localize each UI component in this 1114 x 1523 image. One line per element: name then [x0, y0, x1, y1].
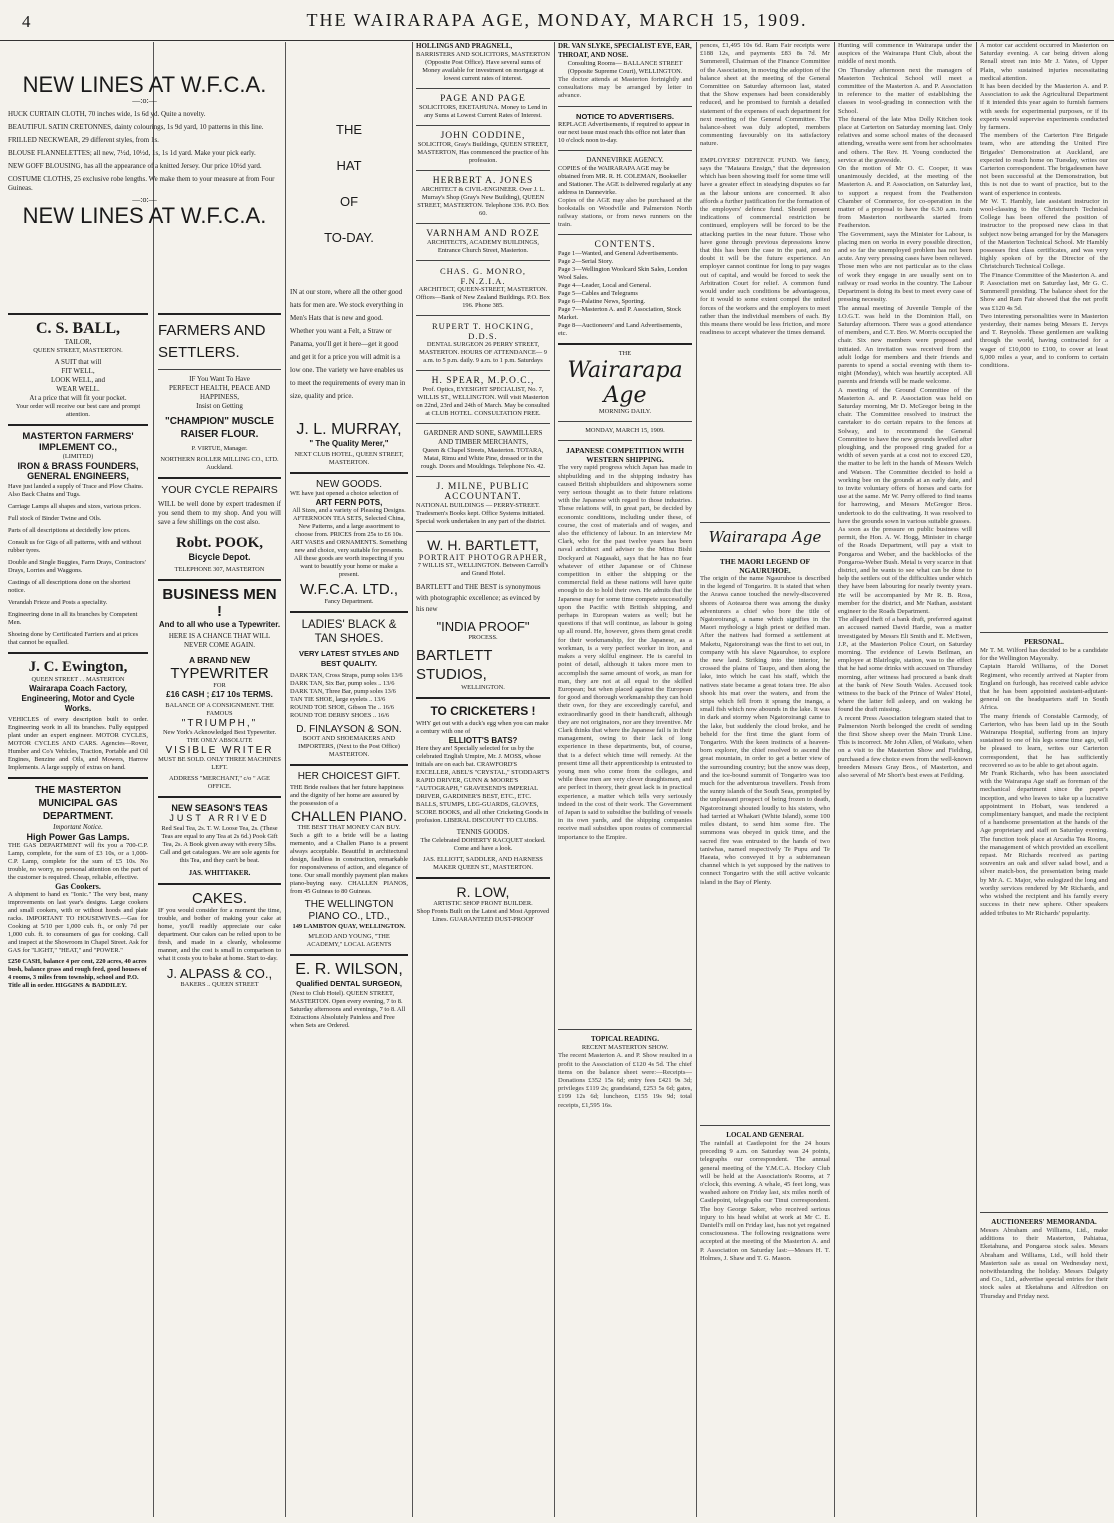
ball-line: WEAR WELL.: [56, 385, 100, 393]
gas-sub: High Power Gas Lamps.: [26, 832, 130, 842]
mfi-sub: IRON & BRASS FOUNDERS,: [17, 461, 139, 471]
shoe-item: ROUND TOE SHOE, Gibson Tie .. 16/6: [290, 704, 394, 711]
monro-text: ARCHITECT, QUEEN-STREET, MASTERTON. Offices—Bank of New Zealand Buildings. P.O. Box 196. Phone 385.: [416, 286, 550, 309]
pook-name: Robt. POOK,: [175, 535, 264, 551]
milne: J. MILNE, PUBLIC ACCOUNTANT.: [436, 482, 530, 502]
wfca-new-lines-ad: [8, 72, 281, 267]
wfca-item-list: [8, 110, 281, 193]
column-rule: [554, 42, 555, 1517]
column-rule: [976, 42, 977, 1517]
mfi-line: Castings of all descriptions done on the shortest notice.: [8, 579, 131, 594]
gas-cookers: Gas Cookers.: [55, 882, 101, 891]
northern-milling: NORTHERN ROLLER MILLING CO., LTD. Auckland.: [160, 456, 279, 471]
cricketers-heading: TO CRICKETERS !: [430, 704, 536, 718]
shoe-item: DARK TAN, Six Bar, pump soles .. 13/6: [290, 680, 395, 687]
wfca-item: FRILLED NECKWEAR, 29 different styles, from 1s.: [8, 136, 159, 144]
gardner: GARDNER AND SONE, SAWMILLERS AND TIMBER MERCHANTS,: [423, 429, 543, 446]
champion-flour: "CHAMPION" MUSCLE RAISER FLOUR.: [165, 416, 274, 440]
elliott-bats: ELLIOTT'S BATS?: [448, 736, 518, 745]
gas-notice: Important Notice.: [53, 823, 103, 831]
ladies-heading: LADIES' BLACK & TAN SHOES.: [301, 619, 397, 645]
cycle-text: WILL be well done by expert tradesmen if you send them to my shop. And you will save a few shillings on the cost also.: [158, 500, 281, 526]
teas-list: Red Seal Tea, 2s. T. W. Loose Tea, 2s. (These Teas are equal to any Tea at 2s 6d.) Pook Gift Tea, 2s. A Book given away with every 5lbs. Call and get catalogues. We are sole agents for this Tea, and they can't be beat.: [159, 825, 280, 864]
whittaker: JAS. WHITTAKER.: [188, 869, 251, 877]
mfi-line: Parts of all descriptions at decidedly low prices.: [8, 527, 131, 534]
topical-heading: TOPICAL READING.: [591, 1035, 659, 1044]
ewington-sub: Wairarapa Coach Factory, Engineering, Motor and Cycle Works.: [21, 684, 135, 713]
dannevirke-heading: DANNEVIRKE AGENCY.: [586, 155, 664, 164]
jones: HERBERT A. JONES: [432, 176, 534, 186]
ornament: —:o:—: [132, 96, 157, 105]
bartlett-text: BARTLETT and THE BEST is synonymous with photographic excellence; as evinced by his new: [416, 583, 541, 613]
varnham-text: ARCHITECTS, ACADEMY BUILDINGS, Entrance Church Street, Masterton.: [427, 239, 539, 254]
murray-name: J. L. MURRAY,: [296, 421, 402, 438]
paper-name-repeat: Wairarapa Age: [708, 528, 822, 546]
hocking: RUPERT T. HOCKING, D.D.S.: [431, 321, 535, 341]
contents-item: Page 5—Cables and Telegrams: [558, 290, 638, 298]
topical-sub: RECENT MASTERTON SHOW.: [581, 1044, 669, 1052]
local-agents: M'LEOD AND YOUNG, "THE ACADEMY," LOCAL AGENTS: [306, 933, 392, 948]
shoe-list: [290, 672, 408, 720]
wfca-item: COSTUME CLOTHS, 25 exclusive robe lengths. We make them to your measure at from Four Guineas.: [8, 175, 275, 192]
ball-trade: TAILOR,: [64, 338, 92, 346]
wilson: E. R. WILSON,: [295, 961, 403, 978]
paper-daily: MORNING DAILY.: [598, 408, 652, 416]
wfca-footer: NEW LINES AT W.F.C.A.: [22, 203, 267, 228]
gas-text-2: A shipment to hand ex "Ionic." The very best, many improvements on last year's designs. Large cookers and small cookers, with or without hoods and plate racks. IMPORTANT TO HOUSEWIVES.—Gas for Cooking at 5/10 per 1,000 cub. ft., or only 7d per 1,000 cub. ft. to consumers of gas for cooking. Call and inspect at the Showroom in Chapel Street. Ask for GAS for "LIGHT," "HEAT," and "POWER.": [8, 891, 148, 954]
column-5: DR. VAN SLYKE, SPECIALIST EYE, EAR, THROAT, AND NOSE. Consulting Rooms— BALLANCE STREET (Opposite Supreme Court), WELLINGTON. The doctor attends at Masterton fortnightly and consultations may be arranged by letter in advance. NOTICE TO ADVERTISERS. REPLACE Advertisements, if required to appear in our next issue must reach this office not later than 10 o'clock noon to-day. DANNEVIRKE AGENCY. COPIES of the WAIRARAPA AGE may be obtained from MR. R. H. COLEMAN, Bookseller and Stationer. The AGE is delivered regularly at any address in Dannevirke. Copies of the AGE may also be purchased at the bookstalls on Woodville and Palmerston North railway stations, or from news runners on the train. CONTENTS. Page 1—Wanted, and General Advertisements. Page 2—Serial Story. Page 3—Wellington Woolcard Skin Sales, London Wool Sales. Page 4—Leader, Local and General. Page 5—Cables and Telegrams Page 6—Palatine News, Sporting. Page 7—Masterton A. and P. Association, Stock Market. Page 8—Auctioneers' and Land Advertisements, etc. THE Wairarapa Age MORNING DAILY. MONDAY, MARCH 15, 1909. JAPANESE COMPETITION WITH WESTERN SHIPPING. The very rapid progress which Japan has made in shipbuilding and in the shipping industry has caused British shipbuilders and shipowners some very serious thought as to their future relations with the Japanese with regard to those industries. These relations will, in great part, be decided by economic conditions, including under these, of course, the cost of materials and of wages, and also the efficiency of labour. In an interview Mr Clark, who for the past twelve years has been naval architect and adviser to the Mitsu Bishi Dockyard at Nagasaki, says that he has no fear whatever of either Japanese or of Chinese competition in either the shipping or the commercial field as these nations will have quite enough to do to hold their own. He admits that the Japanese may for some time compete successfully upon the Pacific with British shipping, and perhaps in European waters as well; but he questions if that will continue, as labour is going up all round. He, however, gives them great credit for their workmanship, for the Japanese, as a workman, is a very perfect worker in iron, and makes a very skilful engineer. He is careful in point of detail, although it takes more men to accomplish the same amount of work, as man for man, they are not at all equal to the skilled European; but when placed against the European for good and thorough workmanship they can hold their own, for they are exceedingly careful, and extraordinarily good in their handicraft, although they are not originators, nor are they inventive. Mr Clark thinks that where the Japanese fail is in their management, owing to their lack of long experience in these departments, but, of course, that is a defect which time will remedy. At the present time all their apprenticeship is entrusted to young men who come from the colleges, and while these men are very clever draughtsmen, and are perfect in theory, their great lack is in practical experience, a matter which tells very seriously indeed in the cost of their work. The Government of Japan is said to subsidise the building of vessels in its own yards, and the shipping companies receive mail subsidies upon routes of commercial importance to the Empire. TOPICAL READING. RECENT MASTERTON SHOW. The recent Masterton A. and P. Show resulted in a profit to the Association of £120 4s 5d. The chief items on the balance sheet were:—Receipts—Donations £352 15s 6d; entry fees £421 9s 3d; privileges £119 2s; grandstand, £253 5s 6d; gates, £199 12s 6d; luncheon, £155 19s 9d; total receipts, £1,595 16s.: [558, 42, 692, 1109]
teas-arrived: JUST ARRIVED: [169, 813, 270, 823]
shoe-item: DARK TAN, Cross Straps, pump soles 13/6: [290, 672, 403, 679]
goods-heading: NEW GOODS.: [315, 479, 383, 490]
low: R. LOW,: [456, 884, 510, 900]
hocking-text: DENTAL SURGEON 26 PERRY STREET, MASTERTON. HOURS OF ATTENDANCE— 9 a.m. to 5 p.m. daily. 9 a.m. to 1 p.m. Saturdays: [419, 341, 547, 364]
typewriter-sold: MUST BE SOLD. ONLY THREE MACHINES LEFT.: [158, 756, 281, 771]
mfi-line: Verandah Frieze and Posts a speciality.: [8, 599, 108, 606]
gift-text: THE Bride realises that her future happiness and the dignity of her home are assured by the possession of a: [290, 784, 404, 807]
varnham: VARNHAM AND ROZE: [426, 229, 540, 239]
ewington-address: QUEEN STREET . . MASTERTON: [31, 676, 125, 683]
mfi-name: MASTERTON FARMERS' IMPLEMENT CO.,: [22, 431, 134, 453]
ball-line: Your order will receive our best care and prompt attention.: [15, 403, 141, 418]
cakes-heading: CAKES.: [191, 890, 248, 907]
wfca-item: BEAUTIFUL SATIN CRETONNES, dainty colourings, 1s 9d yard, 10 patterns in this line.: [8, 123, 264, 131]
column-rule: [412, 42, 413, 1517]
paper-name: Wairarapa Age: [567, 358, 683, 409]
finlayson: D. FINLAYSON & SON.: [296, 724, 402, 735]
challen-sub: THE BEST THAT MONEY CAN BUY.: [297, 824, 401, 831]
ewington-name: J. C. Ewington,: [28, 659, 128, 675]
paper-the: THE: [618, 350, 632, 358]
column-rule: [696, 42, 697, 1517]
bartlett-address: 7 WILLIS ST., WELLINGTON. Between Carroll's and Grand Hotel.: [417, 562, 549, 577]
hat-line: TO-DAY.: [324, 230, 374, 245]
hat-line: OF: [339, 194, 359, 209]
wellington-address: 149 LAMBTON QUAY, WELLINGTON.: [292, 923, 406, 930]
page-text: SOLICITORS, EKETAHUNA. Money to Lend in any Sums at Lowest Current Rates of Interest.: [418, 104, 548, 119]
column-3: [290, 42, 408, 1517]
mfi-line: Shoeing done by Certificated Farriers and at prices that cannot be equalled.: [8, 631, 139, 646]
contents-item: Page 7—Masterton A. and P. Association, Stock Market.: [558, 306, 682, 322]
mfi-line: Have just landed a supply of Trace and Plow Chains. Also Back Chains and Tugs.: [8, 483, 144, 498]
typewriter-balance: BALANCE OF A CONSIGNMENT. THE FAMOUS: [165, 702, 274, 717]
tennis-text: The Celebrated DOHERTY RACQUET stocked. Come and have a look.: [420, 837, 546, 852]
paper-date: MONDAY, MARCH 15, 1909.: [585, 427, 665, 435]
jones-text: ARCHITECT & CIVIL-ENGINEER. Over J. L. Murray's Shop (Gray's New Building), QUEEN STREET, MASTERTON. Telephone 336. P.O. Box 60.: [417, 186, 549, 217]
goods-more: All Sizes, and a variety of Pleasing Designs. AFTERNOON TEA SETS, Selected China, New Patterns, and a large assortment to choose from. PRICES from 25s to £6 10s. ART VASES and ORNAMENTS. Something new and choice, very suitable for presents. All these goods are worth inspecting if you want to beautify your home or make a present.: [290, 507, 408, 578]
teas-heading: NEW SEASON'S TEAS: [171, 803, 268, 813]
monro: CHAS. G. MONRO, F.N.Z.I.A.: [439, 266, 527, 286]
india-proof-sub: PROCESS.: [468, 634, 498, 641]
masthead: [0, 0, 1114, 41]
wilson-text: (Next to Club Hotel). QUEEN STREET, MASTERTON. Open every evening, 7 to 8. Saturday afternoons and evenings, 7 to 8. All Extractions Absolutely Painless and Free when Sets are Ordered.: [290, 990, 406, 1029]
challen: CHALLEN PIANO.: [291, 808, 407, 824]
gas-text: THE GAS DEPARTMENT will fix you a 700-C.P. Lamp, complete, for the sum of £3 10s, or a 1,000-C.P. Lamp, complete for the sum of £5 10s. No trouble, no worry, no personal attention on the part of the customer is required. Cheap, reliable, effective.: [8, 842, 148, 881]
dannevirke-text: COPIES of the WAIRARAPA AGE may be obtained from MR. R. H. COLEMAN, Bookseller and Stationer. The AGE is delivered regularly at any address in Dannevirke.: [558, 164, 692, 196]
hollings-text: BARRISTERS AND SOLICITORS, MASTERTON (Opposite Post Office). Have several sums of Money available for investment on mortgage at lowest current rates of interest.: [416, 51, 550, 82]
challen-text: Such a gift to a bride will be a lasting memento, and a Challen Piano is a present always acceptable. Beautiful in architectural design, faultless in construction, remarkable for responsiveness of action, and elegance of tone. Our small monthly payment plan makes piano-buying easy. CHALLEN PIANOS, from 45 Guineas to 80 Guineas.: [290, 832, 408, 895]
gift-heading: HER CHOICEST GIFT.: [297, 771, 401, 782]
maori-legend-body: The origin of the name Ngauruhoe is described in the legend of Tongariro. It is stated that when the Arawa canoe touched the newly-discovered shores of Aotearoa there was among the dusky adventurers a chief who bore the title of Ngatoroirangi, a name which signifies in the Maori mythology a high priest or deified man. After the natives had formed a settlement at Maketu, Ngatoroirangi was the first to set out, in company with his slave Ngauruhoe, to explore the new land. Striking into the interior, he crossed the plains of Taupo, and then along the lake, into which he cast his staff, which the natives state became a great totara tree. He also shook his mat over the waters, and from the strips which fell from it sprang the inanga, a small fish which now abounds in the lake. It was in dark and stormy when Ngatoroirangi came to the lake, but suddenly the cloud broke, and he beheld for the first time the giant form of Tongariro. With the keen instincts of a heaven-born explorer, the chief resolved to ascend the great mountain, in order to get a better view of the surrounding country; but the snow was deep, and the ice-bound summit of Tongariro was too much for the adventurous travellers. Fresh from the sunny islands of the South Seas, prompted by the unpleasant prospect of being frozen to death, Ngatoroirangi shouted loudly to his sisters, who had tarried at Whakari (White Island), some 100 miles distant, to send him some fire. The summons was obeyed in quick time, and the sacred fire was entrusted to the hands of two taniwhas, named respectively Te Pupu and Te Haeata, who conveyed it by a subterranean channel which is yet supposed by the natives to connect Tongariro with the still active volcanic island in the Bay of Plenty.: [700, 575, 830, 886]
hat-text: IN at our store, where all the other good hats for men are. We stock everything in Men's Hats that is new and good. Whether you want a Felt, a Straw or Panama, you'll get it here—get it good and get it for a price you will admit is a low one. The variety we have enables us to meet the requirements of every man in size, quality and price.: [290, 288, 406, 400]
cricket-more: Here they are! Specially selected for us by the celebrated English Umpire, Mr. J. MOSS, whose initials are on each bat. CRAWFORD'S EXCELLER, ABEL'S "CRYSTAL," STODDART'S RAPID DRIVER, GUNN & MOORE'S "AUTOGRAPH," GRAVESEND'S IMPERIAL DRIVER, GARDINER'S BEST, ETC., ETC. BALLS, STUMPS, LEG-GUARDS, GLOVES, SCORE BOOKS, and all other Cricketing Goods in profusion. LIBERAL DISCOUNT TO CLUBS.: [416, 745, 550, 824]
elliott: JAS. ELLIOTT, SADDLER, AND HARNESS MAKER QUEEN ST., MASTERTON.: [423, 856, 543, 871]
contents-heading: CONTENTS.: [594, 240, 656, 251]
ball-name: C. S. BALL,: [35, 320, 121, 337]
wfca-item: HUCK CURTAIN CLOTH, 70 inches wide, 1s 6d yd. Quite a novelty.: [8, 110, 206, 118]
contents-item: Page 8—Auctioneers' and Land Advertisements, etc.: [558, 322, 683, 338]
mfi-line: Engineering done in all its branches by Competent Men.: [8, 611, 138, 626]
wfca-heading: NEW LINES AT W.F.C.A.: [22, 72, 267, 97]
notice-text: REPLACE Advertisements, if required to appear in our next issue must reach this office not later than 10 o'clock noon to-day.: [558, 120, 690, 144]
spear: H. SPEAR, M.P.O.C.,: [431, 376, 535, 386]
hat-line: HAT: [336, 158, 362, 173]
shoe-item: DARK TAN, Three Bar, pump soles 13/6: [290, 688, 396, 695]
tennis-heading: TENNIS GOODS.: [456, 828, 510, 836]
gardner-text: Queen & Chapel Streets, Masterton. TOTARA, Matai, Rimu and White Pine, dressed or in the rough. Doors and Mouldings. Telephone No. 42.: [420, 447, 546, 470]
auctioneers-heading: AUCTIONEERS' MEMORANDA.: [991, 1218, 1097, 1226]
visible-writer: VISIBLE WRITER: [165, 745, 274, 756]
newspaper-title: THE WAIRARAPA AGE, MONDAY, MARCH 15, 1909.: [306, 10, 808, 30]
contents-item: Page 2—Serial Story.: [558, 258, 614, 266]
column-6: pences, £1,495 10s 6d. Ram Fair receipts were £188 12s, and payments £83 8s 7d. Mr Summerell, Chairman of the Finance Committee of the Association, in moving the adoption of the balance sheet at the meeting of the General Committee on Saturday afternoon last, stated that the Show expenses had been considerably reduced, and he promised to furnish a detailed statement of the expenses of each department for next meeting of the General Committee. The balance-sheet was duly adopted, members commenting favourably on its satisfactory nature. EMPLOYERS' DEFENCE FUND. We fancy, says the "Mataura Ensign," that the depression which has been showing itself for some time will have a greater effect in steadying disputes so far as the labour unions are concerned. It also affords a further justification for the formation of the employers' defence fund. Should present indications of commercial restriction be continued, employers will be forced to be the attacking parties in the near future. Those who have gone through previous depressions know that this has been the case in the past, and no doubt it will be the future experience. An employer cannot continue for long to pay wages out of capital, and would be forced to seek the Arbitration Court for relief. A common fund would under such conditions be advantageous, for it would to some extent compel the united forces of the workers and the employers to meet rather than the individual members of each. By this means there would be less friction, and more readiness to accept whatever the times demand. Wairarapa Age THE MAORI LEGEND OF NGAURUHOE. The origin of the name Ngauruhoe is described in the legend of Tongariro. It is stated that when the Arawa canoe touched the newly-discovered shores of Aotearoa there was among the dusky adventurers a chief who bore the title of Ngatoroirangi, a name which signifies in the Maori mythology a high priest or deified man. After the natives had formed a settlement at Maketu, Ngatoroirangi was the first to set out, in company with his slave Ngauruhoe, to explore the new land. Striking into the interior, he crossed the plains of Taupo, and then along the lake, into which he cast his staff, which the natives state became a great totara tree. He also shook his mat over the waters, and from the strips which fell from it sprang the inanga, a small fish which now abounds in the lake. It was in dark and stormy when Ngatoroirangi came to the lake, but suddenly the cloud broke, and he beheld for the first time the giant form of Tongariro. With the keen instincts of a heaven-born explorer, the chief resolved to ascend the great mountain, in order to get a better view of the surrounding country; but the snow was deep, and the ice-bound summit of Tongariro was too much for the adventurous travellers. Fresh from the sunny islands of the South Seas, prompted by the unpleasant prospect of being frozen to death, Ngatoroirangi shouted loudly to his sisters, who had tarried at Whakari (White Island), some 100 miles distant, to send him some fire. The summons was obeyed in quick time, and the sacred fire was entrusted to the hands of two taniwhas, named respectively Te Pupu and Te Haeata, who conveyed it by a subterranean channel which is yet supposed by the natives to connect Tongariro with the still active volcanic island in the Bay of Plenty. LOCAL AND GENERAL The rainfall at Castlepoint for the 24 hours preceding 9 a.m. on Saturday was 24 points, telegraphs our correspondent. The annual general meeting of the Y.M.C.A. Hockey Club will be held at the Association's Rooms, at 7 o'clock, this evening. A whale, 45 feet long, was washed ashore on Friday last, six miles north of Castlepoint, telegraphs our Tinui correspondent. The boy George Saker, who received serious injury to his head whilst at work at Mr C. E. Daniell's mill on Friday last, has not yet regained consciousness. The following resignations were accepted at the meeting of the Masterton A. and P. Association on Saturday last:—Messrs H. T. Holmes, J. Shaw and T. G. Mason.: [700, 42, 830, 1262]
low-sub: ARTISTIC SHOP FRONT BUILDER.: [433, 900, 533, 907]
ball-address: QUEEN STREET, MASTERTON.: [33, 347, 123, 354]
ball-line: A SUIT that will: [54, 358, 102, 366]
murray-address: NEXT CLUB HOTEL, QUEEN STREET, MASTERTON.: [294, 451, 404, 466]
health-line: IF You Want To Have: [189, 375, 250, 383]
mfi-line: Full stock of Binder Twine and Oils.: [8, 515, 102, 522]
ball-line: FIT WELL,: [61, 367, 95, 375]
ball-line: LOOK WELL, and: [50, 376, 106, 384]
article-1-body: The very rapid progress which Japan has made in shipbuilding and in the shipping industry has caused British shipbuilders and shipowners some very serious thought as to their future relations with the Japanese with regard to those industries. These relations will, in great part, be decided by economic conditions, including under these, of course, the cost of materials and of wages, and also the efficiency of labour. In an interview Mr Clark, who for the past twelve years has been naval architect and adviser to the Mitsu Bishi Dockyard at Nagasaki, says that he has no fear whatever of either Japanese or of Chinese competition in either the shipping or the commercial field as these nations will have quite enough to do to hold their own. He admits that the Japanese may for some time compete successfully upon the Pacific with British shipping, and perhaps in European waters as well; but he questions if that will continue, as labour is going up all round. He, however, gives them great credit for their workmanship, for the Japanese, as a workman, is a very perfect worker in iron, and makes a very skilful engineer. He is careful in point of detail, although it takes more men to accomplish the same amount of work, as man for man, they are not at all equal to the skilled European; but when placed against the European for good and thorough workmanship they can hold their own, for they are exceedingly careful, and extraordinarily good in their handicraft, although they are not originators, nor are they inventive. Mr Clark thinks that where the Japanese fail is in their management, owing to their lack of long experience in these departments, but, of course, that is a defect which time will remedy. At the present time all their apprenticeship is entrusted to young men who come from the colleges, and while these men are very clever draughtsmen, and are perfect in theory, their great lack is in practical experience, a matter which tells very seriously indeed in the cost of their work. The Government of Japan is said to subsidise the building of vessels in its own yards, and the shipping companies receive mail subsidies upon routes of commercial importance to the Empire.: [558, 464, 692, 841]
bartlett-studios: BARTLETT STUDIOS,: [416, 647, 493, 683]
bartlett: W. H. BARTLETT,: [427, 537, 539, 553]
article-1-heading: JAPANESE COMPETITION WITH WESTERN SHIPPING.: [565, 446, 685, 465]
column-7: Hunting will commence in Wairarapa under the auspices of the Wairarapa Hunt Club, about the middle of next month. On Thursday afternoon next the managers of Masterton Technical School will meet a committee of the Masterton A. and P. Association in reference to the matter of establishing the classes in wool-grading in connection with the School. The funeral of the late Miss Dolly Kitchen took place at Carterton on Saturday morning last. Only relatives and some school mates of the deceased attending, wreaths were sent from her schoolmates and others. The Rev. H. Young conducted the service at the graveside. On the motion of Mr O. C. Cooper, it was unanimously decided, at the meeting of the Masterton A. and P. Association, on Saturday last, to support a request from the Featherston Chamber of Commerce, for co-operation in the matter of a proposal to have the 6.30 a.m. train from Masterton northwards started from Featherston. The Government, says the Minister for Labour, is placing men on works in every possible direction, and so far the unemployed problem has not been acute. Any very pressing cases have been relieved. Those men who are not particular as to the class of work they engage in are usually sent on to railway or road works in the country. The Labour Department is doing its best to meet every case of pressing necessity. The annual meeting of Juvenile Temple of the I.O.G.T. was held in the Dominion Hall, on Saturday afternoon. There was a good attendance of members, and C.T. Bro. W. Morris occupied the chair. Six new members were proposed and initiated. An invitation was received from the adult lodge for members and their friends and parents to spend a social evening with them to-night (Monday), which was heartily accepted. All parents and friends will be made welcome. A meeting of the Ground Committee of the Masterton A. and P. Association was held on Saturday morning, Mr D. McGregor being in the chair. The Committee resolved to instruct the caretaker to do certain repairs to the fences at Solway, and to recommend the General Committee to have the new grounds levelled after ploughing, and the proposed ring graded for a width of seven yards at a cost not to exceed £20, the matter to be left in the hands of Messrs Welch and Watson. The Committee decided to hold a working bee on the grounds at an early date, and to invite voluntary offers of horses and carts for use at the same. Mr W. Perry offered to find teams for harrowing, and Messrs McGregor Bros. undertook to do the cultivating. It was resolved to have the grounds sown in various suitable grasses. As soon as the pressure on public business will permit, the Hon. A. W. Hogg, Minister in charge of the Roads Department, will pay a visit to Pongaroa and Weber, and the backblocks of the Pongaroa-Weber Bush. Metal is very scarce in that district, and he wants to see what can be done to help the settlers out of the difficulties under which they have been labouring for nearly twenty years. He will be accompanied by Mr R. B. Ross, member for the district, and Mr Nathan, assistant engineer to the Roads Department. The alleged theft of a bank draft, preferred against an accused named David Hardie, was a matter investigated by Messrs Eli Smith and E. McEwen, J.P., at the Masterton Police Court, on Saturday morning. The evidence of Lewis Beilman, an employee at Blairlogie, station, was to the effect that he had some drinks with accused on Thursday morning, after witness had procured a bank draft at the bank of New South Wales. Accused took witness to the back of the Prince of Wales' Hotel, where the latter fell asleep, and on waking he found the draft missing. A recent Press Association telegram stated that to Palmerston North belonged the credit of sending the first Show sheep over the Main Trunk Line. This is incorrect. Mr John Allen, of Waikato, when on a visit to the Masterton Show and Fielding, purchased a few choice ewes from the well-known breeders Messrs Gray Bros., of Masterton, and also several of Mr Short's best ewes at Feilding.: [838, 42, 972, 780]
farmers-heading: FARMERS AND SETTLERS.: [158, 322, 266, 361]
hollings: HOLLINGS AND PRAGNELL,: [416, 42, 513, 50]
ball-line: At a price that will fit your pocket.: [29, 394, 127, 402]
wilson-sub: Qualified DENTAL SURGEON,: [296, 979, 402, 988]
slyke: DR. VAN SLYKE, SPECIALIST EYE, EAR, THROAT, AND NOSE.: [558, 42, 692, 59]
contents-item: Page 4—Leader, Local and General.: [558, 282, 652, 290]
virtue-manager: P. VIRTUE, Manager.: [191, 445, 248, 452]
cycle-repairs-heading: YOUR CYCLE REPAIRS: [161, 484, 278, 496]
ewington-text: VEHICLES of every description built to order. Engineering work in all its branches. Fully equipped plant under an expert engineer. MOTOR CYCLES, MOTOR CYCLES AND CARS. Agencies—Rover, Humber and Co's Vehicles, Traction, Portable and Oil Engines, Benzine and Oils, and Mowers, Harrow Implements. A large supply of extras on hand.: [8, 716, 148, 771]
codd: JOHN CODDINE,: [440, 131, 526, 141]
bartlett-studios-sub: WELLINGTON.: [461, 684, 505, 691]
wellington-piano: THE WELLINGTON PIANO CO., LTD.,: [304, 899, 394, 922]
mfi-sub-2: GENERAL ENGINEERS,: [27, 471, 129, 481]
business-text: HERE IS A CHANCE THAT WILL NEVER COME AGAIN.: [168, 632, 271, 649]
mfi-line: Consult us for Gigs of all patterns, with and without rubber tyres.: [8, 539, 142, 554]
typewriter-desc: New York's Acknowledged Best Typewriter. THE ONLY ABSOLUTE: [162, 729, 277, 744]
health-line: Insist on Getting: [196, 402, 243, 410]
wfca-item: BLOUSE FLANNELETTES; all new, 7½d, 10½d, 1s, 1s 1d yard. Make your pick early.: [8, 149, 256, 157]
notice-heading: NOTICE TO ADVERTISERS.: [576, 111, 674, 121]
column-2: [158, 308, 281, 1517]
contents-item: Page 6—Palatine News, Sporting.: [558, 298, 646, 306]
page-number: 4: [22, 12, 31, 31]
hat-heading: [290, 112, 408, 256]
goods-item: ART FERN POTS,: [315, 498, 383, 507]
cricket-text: WHY get out with a duck's egg when you can make a century with one of: [416, 720, 549, 735]
typewriter-price: £16 CASH ; £17 10s TERMS.: [166, 690, 273, 699]
finlayson-sub: BOOT AND SHOEMAKERS AND IMPORTERS, (Next to the Post Office) MASTERTON.: [298, 735, 400, 758]
murray-sub: " The Quality Merer,": [309, 439, 389, 448]
column-rule: [834, 42, 835, 1517]
pook-telephone: TELEPHONE 307, MASTERTON: [174, 566, 265, 573]
column-8: A motor car accident occurred in Masterton on Saturday evening. A car being driven along Renall street ran into Mr J. Yates, of Upper Plain, who sustained injuries necessitating medical attention. It has been decided by the Masterton A. and P. Association to ask the Agricultural Department if it intended this year again to furnish farmers with seeds for experimental purposes, or if its experts would supervise experiments conducted by farmers. The members of the Carterton Fire Brigade team, who are attending the United Fire Brigades' Demonstration at Auckland, are expected to reach home on Tuesday, writes our Carterton correspondent. The brigadesmen have not been successful at the Demonstration, but this is not due to want of practice, but to the want of experience in contests. Mr W. T. Hambly, late assistant instructor in wool-classing to the Christchurch Technical College has been offered the position of instructor to the proposed new class in that subject now being arranged for by the Managers of the Masterton Technical School. Mr Hambly possesses first class certificates, and was very highly spoken of by the Director of the Christchurch Technical College. The Finance Committee of the Masterton A. and P. Association met on Saturday last, Mr G. C. Summerell presiding. The balance sheet for the Show and Ram Fair showed that the net profit was £120 4s 5d. Two interesting personalities were in Masterton yesterday, their names being Messrs E. Jervys and T. Reynolds. These gentlemen are walking through the world, having contracted for a wager of £10,000 to £100, to cover at least 6,000 miles a year, and to conform to certain conditions. PERSONAL. Mr T. M. Wilford has decided to be a candidate for the Wellington Mayoralty. Captain Harold Williams, of the Dorset Regiment, who recently arrived at Napier from England on furlough, has received cable advice that he has been appointed assistant-adjutant-general on the headquarters staff in South Africa. The many friends of Constable Carmody, of Carterton, who has been laid up in the South Wairarapa Hospital, suffering from an injury sustained to one of his legs some time ago, will be pleased to learn, writes our Carterton correspondent, that he has sufficiently recovered so as to be able to get about again. Mr Frank Richards, who has been associated with the Wairarapa Age staff as foreman of the mechanical department since the paper's inception, and who leaves to take up a lucrative appointment in Hobart, was tendered a complimentary banquet, and made the recipient of a handsome presentation at the hands of the Age proprietary and staff on Saturday evening. The function took place at Arcadia Tea Rooms, the management of which provided an excellent repast. Mr Richards received as parting souvenirs an oak and silver salad bowl, and a silver match-box, the presentation being made by Mr A. C. Major, who eulogized the long and worthy services rendered by Mr Richards, and who wished the recipient and his family every success in their new sphere. Other speakers added tributes to Mr Richards' popularity. AUCTIONEERS' MEMORANDA. Messrs Abraham and Williams, Ltd., make additions to their Masterton, Pahiatua, Eketahuna, and Pongaroa stock sales. Messrs Abraham and Williams, Ltd., will hold their Masterton sale as usual on Wednesday next, notwithstanding the holiday. Messrs Dalgety and Co., Ltd., advertise special entries for their stock sales at Eketahuna and Alfredton on Thursday and Friday next.: [980, 42, 1108, 1300]
india-proof: "INDIA PROOF": [436, 619, 530, 634]
typewriter-for: FOR: [213, 682, 226, 689]
column-1: [8, 308, 148, 1517]
column-4: [416, 42, 550, 1517]
brand-new: A BRAND NEW: [188, 655, 251, 665]
mfi-lines: [8, 483, 148, 647]
page-and-page: PAGE AND PAGE: [440, 94, 526, 104]
pook-sub: Bicycle Depot.: [188, 552, 251, 562]
alpass: J. ALPASS & CO.,: [166, 966, 273, 981]
alpass-sub: BAKERS .. QUEEN STREET: [180, 981, 259, 988]
maori-legend-heading: THE MAORI LEGEND OF NGAURUHOE.: [719, 557, 811, 575]
business-heading: BUSINESS MEN !: [162, 586, 277, 620]
land-ad: £250 CASH, balance 4 per cent, 220 acres, 40 acres bush, balance grass and rough feed, good houses of 4 rooms, 3 miles from township, school and P.O. Title all in order. HIGGINS & BADDILEY.: [8, 958, 147, 989]
mfi-line: Double and Single Buggies, Farm Drays, Contractors' Drays, Lorries and Waggons.: [8, 559, 146, 574]
spear-text: Prof. Optics, EYESIGHT SPECIALIST, No. 7, WILLIS ST., WELLINGTON. Will visit Masterton on 22nd, 23rd and 24th of March. May be consulted at CLUB HOTEL. CONSULTATION FREE.: [416, 386, 550, 417]
hat-line: THE: [336, 122, 362, 137]
mfi-ltd: (LIMITED): [62, 453, 94, 460]
typewriter-heading: TYPEWRITER: [170, 665, 269, 682]
codd-text: SOLICITOR, Gray's Buildings, QUEEN STREET, MASTERTON, Has commenced the practice of his profession.: [417, 141, 549, 164]
milne-text: NATIONAL BUILDINGS — PERRY-STREET. Tradesmen's Books kept. Office Systems initiated. Special work undertaken in any part of the district.: [416, 502, 546, 525]
local-general-heading: LOCAL AND GENERAL: [726, 1131, 804, 1139]
shoe-item: ROUND TOE DERBY SHOES .. 16/6: [290, 712, 390, 719]
wfca-ltd: W.F.C.A. LTD.,: [299, 581, 399, 598]
wfca-fancy: Fancy Department.: [324, 598, 374, 605]
shoe-item: TAN TIE SHOE, large eyelets .. 13/6: [290, 696, 386, 703]
wairarapa-age-masthead-small: [700, 528, 830, 546]
typewriter-address: ADDRESS "MERCHANT," c/o " AGE OFFICE.: [169, 775, 270, 790]
cakes-text: IF you would consider for a moment the time, trouble, and bother of making your cake at home, you'll readily appreciate our cake department. Our cakes can be relied upon to be fresh, and made in a cleanly, wholesome manner, and the cost is small in comparison to what it costs you to bake at home. Start to-day.: [158, 907, 281, 962]
business-sub: And to all who use a Typewriter.: [158, 620, 281, 629]
gas-heading: THE MASTERTON MUNICIPAL GAS DEPARTMENT.: [35, 785, 121, 822]
slyke-text: Consulting Rooms— BALLANCE STREET (Opposite Supreme Court), WELLINGTON.: [567, 60, 683, 75]
ornament: —:o:—: [132, 195, 157, 204]
contents-item: Page 3—Wellington Woolcard Skin Sales, London Wool Sales.: [558, 266, 688, 282]
column-rule: [285, 42, 286, 1517]
personal-heading: PERSONAL.: [1024, 638, 1064, 646]
contents-list: [558, 250, 692, 338]
health-line: PERFECT HEALTH, PEACE AND HAPPINESS,: [168, 384, 271, 401]
contents-item: Page 1—Wanted, and General Advertisements.: [558, 250, 679, 258]
low-text: Shop Fronts Built on the Latest and Most Approved Lines. GUARANTEED DUST-PROOF: [416, 908, 550, 923]
wfca-item: NEW GOFF BLOUSING, has all the appearance of a knitted Jersey. Our price 10½d yard.: [8, 162, 262, 170]
bartlett-sub: PORTRAIT PHOTOGRAPHER,: [418, 553, 548, 562]
goods-text: WE have just opened a choice selection of: [290, 490, 399, 497]
mfi-line: Carriage Lamps all shapes and sizes, various prices.: [8, 503, 141, 510]
ladies-sub: VERY LATEST STYLES AND BEST QUALITY.: [298, 649, 399, 668]
triumph: "TRIUMPH,": [181, 718, 258, 729]
